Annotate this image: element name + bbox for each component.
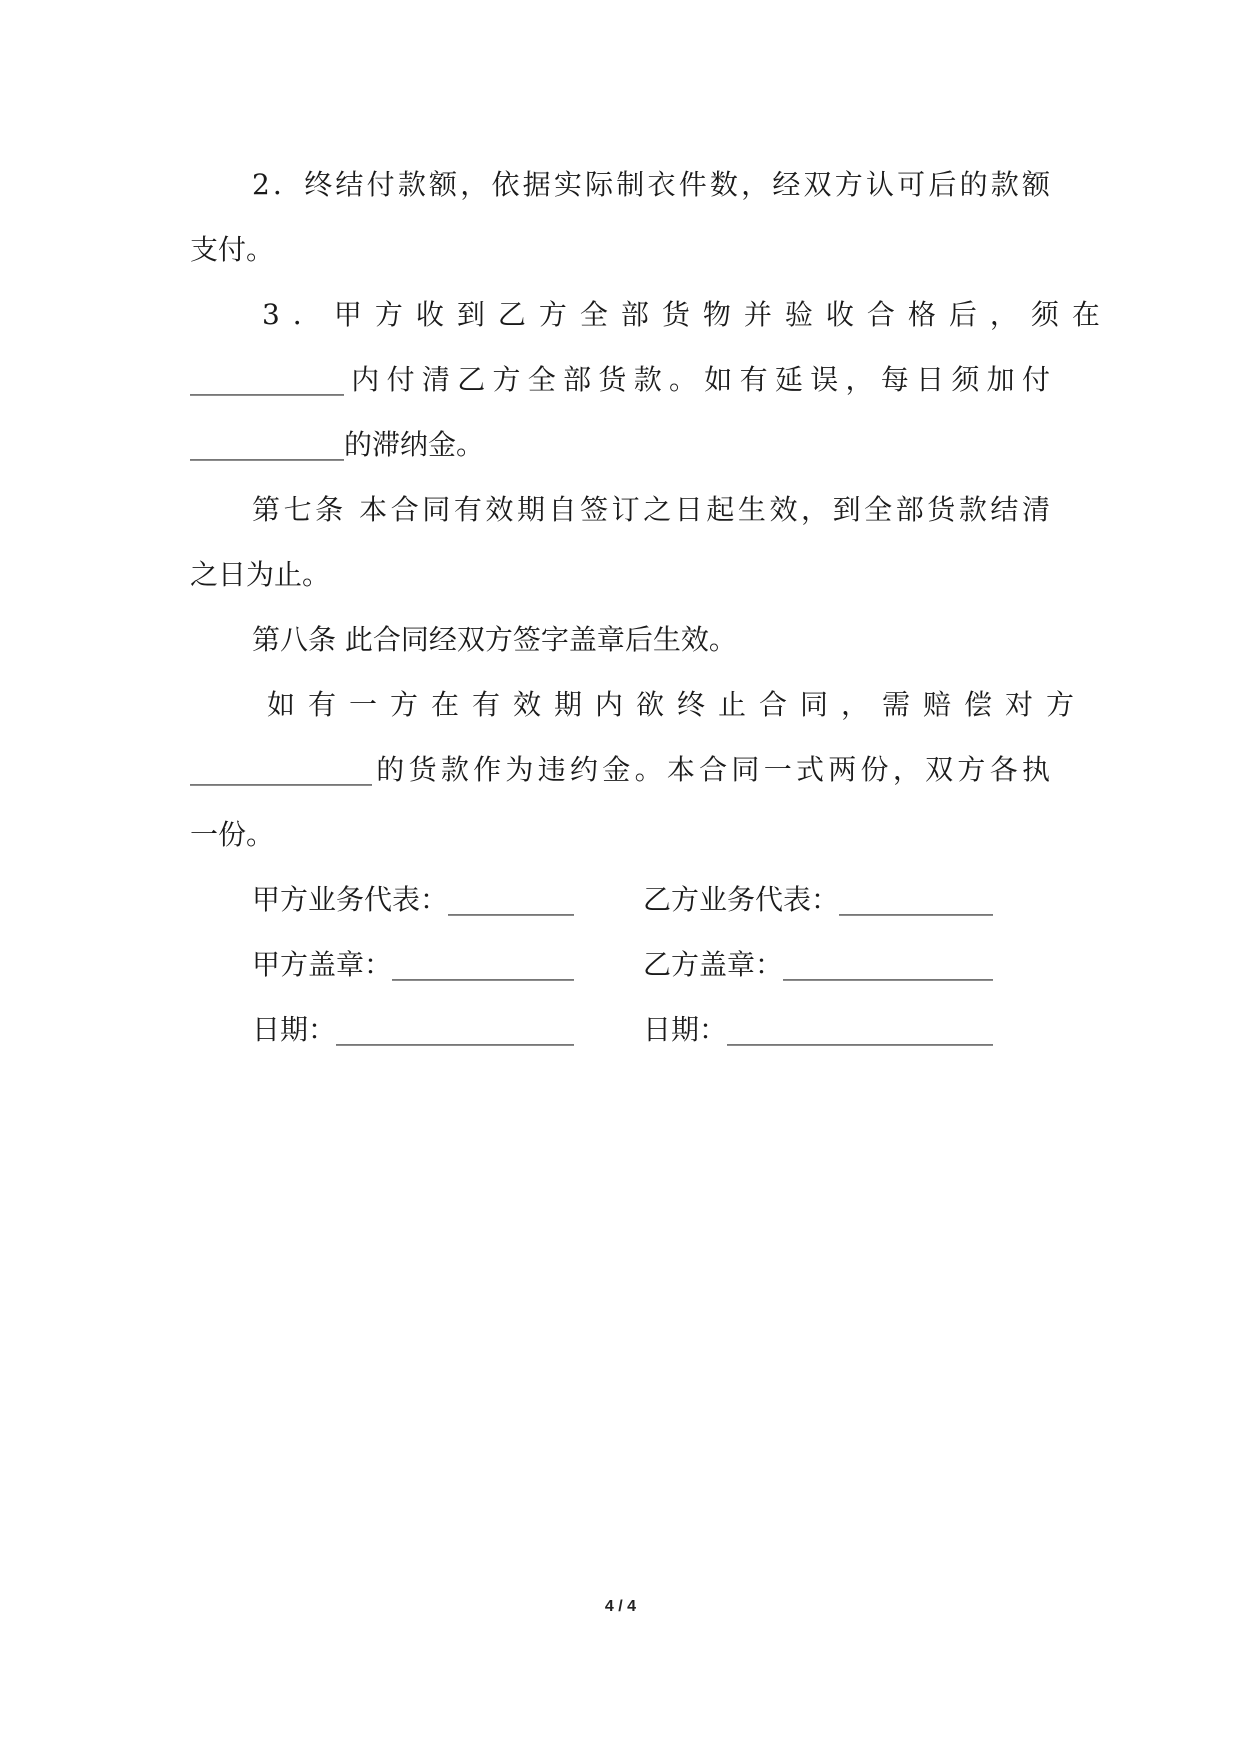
clause-6-item-2: 2．终结付款额，依据实际制衣件数，经双方认可后的款额 (252, 168, 1050, 201)
clause-8: 第八条 此合同经双方签字盖章后生效。 (252, 623, 737, 656)
clause-8-termination-end: 一份。 (190, 818, 275, 851)
party-b-date: 日期：___________________ (643, 1013, 994, 1046)
clause-6-item-3-end: ___________的滞纳金。 (190, 428, 485, 461)
clause-6-item-3: 3．甲方收到乙方全部货物并验收合格后，须在 (262, 298, 1113, 331)
clause-8-termination-cont: _____________的货款作为违约金。本合同一式两份，双方各执 (190, 753, 1050, 786)
clause-7: 第七条 本合同有效期自签订之日起生效，到全部货款结清 (252, 493, 1050, 526)
clause-7-cont: 之日为止。 (190, 558, 331, 591)
party-a-seal: 甲方盖章：_____________ (252, 948, 575, 981)
party-b-seal: 乙方盖章：_______________ (643, 948, 994, 981)
page-number: 4 / 4 (604, 1598, 637, 1615)
clause-8-termination: 如有一方在有效期内欲终止合同，需赔偿对方 (267, 688, 1088, 721)
clause-6-item-3-cont: ___________内付清乙方全部货款。如有延误，每日须加付 (190, 363, 1050, 396)
party-a-representative: 甲方业务代表：_________ (252, 883, 575, 916)
party-b-representative: 乙方业务代表：___________ (643, 883, 994, 916)
party-a-date: 日期：_________________ (252, 1013, 575, 1046)
clause-6-item-2-cont: 支付。 (190, 233, 275, 266)
